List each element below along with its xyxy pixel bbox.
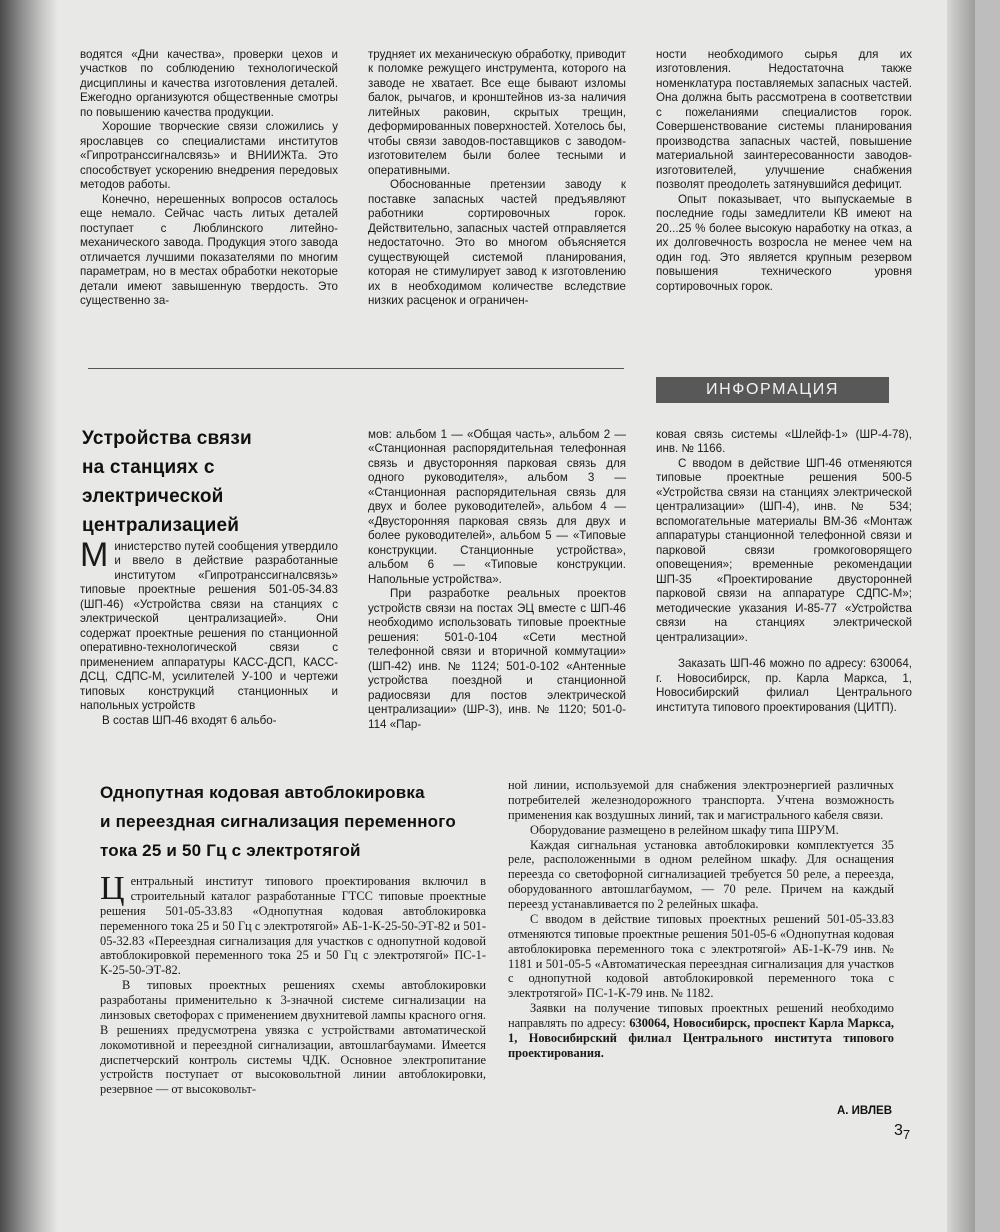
paragraph: ности необходимого сырья для их изготовления. Недостаточна также номенклатура поставляемых запасных частей. Она должна быть рассмотрена в соответствии с пожеланиями специалистов горок. Совершенствование системы планирования производства запасных частей, повышение материальной заинтересованности заводов-изготовителей, улучшение снабжения позволят преодолеть затянувшийся дефицит. [656,48,912,192]
paragraph [508,1001,894,1061]
paragraph: Хорошие творческие связи сложились у ярославцев со специалистами институтов «Гипротранссигналсвязь» и ВНИИЖТа. Это способствует ускорению внедрения передовых методов работы. [80,120,338,192]
title-line: и переездная сигнализация переменного [100,812,456,831]
section-divider [88,368,624,369]
page-binding-shadow [0,0,58,1232]
top-column-2 [368,48,626,309]
paragraph-text: ентральный институт типового проектирования включил в строительный каталог разработанные ГТСС типовые проектные решения 501-05-33.83 «Однопутная кодовая автоблокировка переменного тока 25 и 50 Гц с электротягой» АБ-1-К-25-50-ЭТ-82 и 501-05-32.83 «Переездная сигнализация для участков с однопутной кодовой автоблокировкой переменного тока 25 и 50 Гц с электротягой» ПС-1-К-25-50-ЭТ-82. [100,874,486,978]
title-line: на станциях с электрической [82,457,224,507]
paragraph: Опыт показывает, что выпускаемые в последние годы замедлители КВ имеют на 20...25 % более высокую наработку на отказ, а их долговечность возросла не менее чем на один год. Это является крупным резервом повышения технического уровня сортировочных горок. [656,192,912,293]
paragraph: трудняет их механическую обработку, приводит к поломке режущего инструмента, которого на заводе не хватает. Все еще бывают изломы балок, рычагов, и кронштейнов из-за наличия литейных раковин, скрытых трещин, деформированных поверхностей. Хотелось бы, чтобы связи заводов-поставщиков с заводом-изготовителем были более тесными и оперативными. [368,48,626,177]
paragraph: С вводом в действие типовых проектных решений 501-05-33.83 отменяются типовые проектные решения 501-05-6 «Однопутная кодовая автоблокировка переменного тока с электротягой» АБ-1-К-79 инв. № 1181 и 501-05-5 «Автоматическая переездная сигнализация для участков с однопутной кодовой автоблокировкой переменного тока с электротягой» ПС-1-К-79 инв. № 1182. [508,911,894,1001]
paragraph: В состав ШП-46 входят 6 альбо- [102,713,277,727]
paragraph: В типовых проектных решениях схемы автоблокировки разработаны применительно к 3-значной системе сигнализации на линзовых светофорах с применением двухнитевой лампы красного огня. В решениях предусмотрена увязка с устройствами автоматической локомотивной и переездной сигнализации, автошлагбаумами. Имеется диспетчерский контроль системы ЧДК. Основное электропитание устройств поступает от высоковольтной линии автоблокировки, резервное — от высоковольт- [100,978,486,1097]
title-line: централизацией [82,515,240,536]
top-column-1 [80,48,338,309]
paragraph: Конечно, нерешенных вопросов осталось еще немало. Сейчас часть литых деталей поступает с Люблинского литейно-механического завода. Продукция этого завода отличается лучшими показателями по многим параметрам, но в местах обработки некоторые детали имеют завышенную твердость. Это существенно за- [80,192,338,308]
section-banner: ИНФОРМАЦИЯ [656,377,889,403]
paragraph: Каждая сигнальная установка автоблокировки комплектуется 35 реле, расположенными в одном релейном шкафу. Для оснащения переезда со светофорной сигнализацией требуется 50 реле, а переезда, оборудованного автошлагбаумом, — 70 реле. Причем на каждый переезд устанавливается по 2 релейных шкафа. [508,837,894,911]
page-edge-shadow [947,0,975,1232]
page-number-sub: 7 [902,1127,911,1142]
article-1-column-1 [80,540,338,728]
paragraph: При разработке реальных проектов устройств связи на постах ЭЦ вместе с ШП-46 необходимо использовать типовые проектные решения: 501-0-104 «Сети местной телефонной связи и вторичной коммутации» (ШП-42) инв. № 1124; 501-0-102 «Антенные устройства поездной и станционной радиосвязи для постов электрической централизации» (ШР-3), инв. № 1120; 501-0-114 «Пар- [368,587,626,731]
top-column-3 [656,48,912,294]
paragraph: водятся «Дни качества», проверки цехов и участков по соблюдению технологической дисциплины и качества изготовления деталей. Ежегодно организуются общественные смотры по повышению качества продукции. [80,48,338,119]
address-bold: 630064, Новосибирск, проспект Карла Маркса, 1, Новосибирский филиал Центрального института типового проектирования. [508,1016,894,1060]
paragraph: мов: альбом 1 — «Общая часть», альбом 2 — «Станционная распорядительная телефонная связь и двусторонняя парковая связь для одного руководителя», альбом 3 — «Станционная распорядительная связь для двух и более руководителей», альбом 4 — «Двусторонняя парковая связь для двух и более руководителей», альбом 5 — «Типовые конструкции. Станционные устройства», альбом 6 — «Типовые конструкции. Напольные устройства». [368,428,626,586]
paragraph: ной линии, используемой для снабжения электроэнергией различных потребителей железнодорожного транспорта. Учтена возможность применения как воздушных линий, так и магистрального кабеля связи. [508,778,894,822]
paragraph [100,874,486,978]
paragraph: С вводом в действие ШП-46 отменяются типовые проектные решения 500-5 «Устройства связи на станциях электрической централизации» (ШП-4), инв. № 534; вспомогательные материалы ВМ-36 «Монтаж аппаратуры станционной телефонной связи и парковой связи громкоговорящего оповещения»; временные рекомендации ШП-35 «Проектирование двусторонней парковой связи на аппаратуре СДПС-М»; методические указания И-85-77 «Устройства связи на станциях электрической централизации». [656,456,912,644]
paragraph: Заказать ШП-46 можно по адресу: 630064, г. Новосибирск, пр. Карла Маркса, 1, Новосибирский филиал Центрального института типового проектирования (ЦИТП). [656,657,912,714]
author-signature: А. ИВЛЕВ [836,1105,892,1117]
title-line: Однопутная кодовая автоблокировка [100,783,425,802]
article-1-column-2 [368,428,626,732]
article-2-column-2 [508,778,894,1061]
page-number [894,1122,910,1140]
drop-cap: М [80,540,109,574]
drop-cap: Ц [100,874,125,907]
paragraph: ковая связь системы «Шлейф-1» (ШР-4-78), инв. № 1166. [656,428,912,456]
page-number-main: 3 [894,1122,903,1139]
article-1-title [82,424,352,540]
title-line: тока 25 и 50 Гц с электротягой [100,841,361,860]
article-2-title [100,778,490,865]
paragraph-text: инистерство путей сообщения утвердило и ввело в действие разработанные институтом «Гипротранссигналсвязь» типовые проектные решения 501-05-34.83 (ШП-46) «Устройства связи на станциях с электрической централизацией». Они содержат проектные решения по станционной оперативно-технологической связи с применением аппаратуры КАСС-ДСП, КАСС-ДСЦ, СДПС-М, усилителей У-100 и чертежи типовых конструкций станционных и напольных устройств [80,540,338,713]
title-line: Устройства связи [82,428,252,449]
paragraph: Обоснованные претензии заводу к поставке запасных частей предъявляют работники сортировочных горок. Действительно, запасных частей отправляется недостаточно. Это во многом объясняется существующей системой планирования, которая не стимулирует завод к изготовлению их в необходимом количестве вследствие низких расценок и ограничен- [368,178,626,308]
paragraph-text: Заявки на получение типовых проектных решений необходимо направлять по адресу: [508,1001,894,1030]
article-1-column-3 [656,428,912,715]
article-2-column-1 [100,874,486,1097]
paragraph: Оборудование размещено в релейном шкафу типа ШРУМ. [530,822,839,837]
paragraph [80,540,338,714]
